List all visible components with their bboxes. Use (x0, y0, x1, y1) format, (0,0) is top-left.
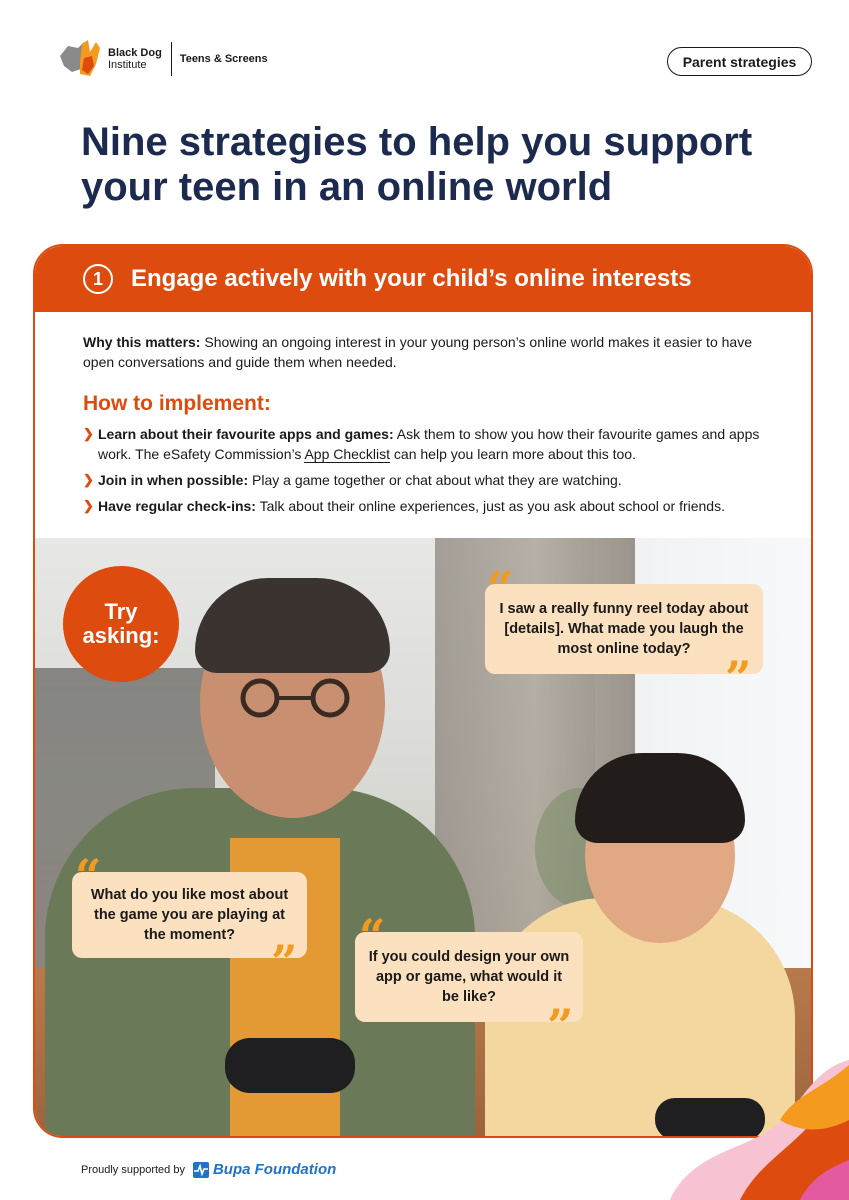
bupa-logo (193, 1161, 336, 1178)
why-this-matters (83, 332, 773, 372)
parent-strategies-badge: Parent strategies (667, 47, 812, 76)
quote-text: I saw a really funny reel today about [details]. What made you laugh the most online today? (499, 601, 749, 657)
chevron-right-icon: ❯ (83, 498, 94, 513)
app-checklist-link[interactable]: App Checklist (304, 446, 391, 462)
list-item (83, 496, 783, 516)
open-quote-icon: “ (75, 849, 102, 903)
strategy-heading: Engage actively with your child’s online interests (131, 265, 692, 292)
family-gaming-photo (35, 538, 813, 1138)
try-asking-badge (63, 566, 179, 682)
item-text: Ask them to show you how their favourite games and apps work. The eSafety Commission’s (98, 426, 760, 462)
bupa-pulse-icon (193, 1162, 209, 1178)
sponsor-name: Bupa Foundation (212, 1161, 337, 1178)
why-text: Showing an ongoing interest in your young person’s online world makes it easier to have open conversations and guide them when needed. (83, 334, 752, 370)
list-item (83, 470, 783, 490)
strategy-number: 1 (83, 264, 113, 294)
quote-text: What do you like most about the game you are playing at the moment? (90, 887, 289, 943)
logo-name: Black Dog (108, 47, 162, 59)
open-quote-icon: “ (487, 561, 514, 615)
supported-by-text: Proudly supported by (81, 1163, 185, 1176)
page-title: Nine strategies to help you support your teen in an online world (81, 120, 753, 209)
item-text-end: can help you learn more about this too. (390, 446, 636, 462)
open-quote-icon: “ (359, 909, 386, 963)
list-item (83, 424, 783, 464)
item-label: Learn about their favourite apps and games: (98, 426, 394, 442)
close-quote-icon: ” (725, 651, 752, 705)
item-label: Join in when possible: (98, 472, 249, 488)
chevron-right-icon: ❯ (83, 426, 94, 441)
strategy-header (35, 246, 811, 312)
try-line2: asking: (82, 623, 160, 648)
dog-logo-icon (58, 38, 104, 80)
decorative-shapes (630, 1060, 849, 1200)
close-quote-icon: ” (547, 999, 574, 1053)
how-to-implement-heading: How to implement: (83, 392, 271, 415)
game-controller-icon (225, 1038, 355, 1093)
close-quote-icon: ” (271, 935, 298, 989)
item-text: Play a game together or chat about what they are watching. (248, 472, 622, 488)
why-label: Why this matters: (83, 334, 201, 350)
product-name: Teens & Screens (179, 53, 268, 65)
logo-sub: Institute (108, 59, 147, 71)
quote-bubble (485, 584, 763, 674)
quote-text: If you could design your own app or game, what would it be like? (368, 949, 570, 1005)
implement-list (83, 424, 783, 522)
logo-divider (171, 42, 172, 76)
item-label: Have regular check-ins: (98, 498, 256, 514)
black-dog-logo (58, 38, 268, 80)
try-line1: Try (104, 599, 138, 624)
strategy-card (33, 244, 813, 1138)
footer (81, 1161, 336, 1178)
chevron-right-icon: ❯ (83, 472, 94, 487)
item-text: Talk about their online experiences, just as you ask about school or friends. (255, 498, 725, 514)
